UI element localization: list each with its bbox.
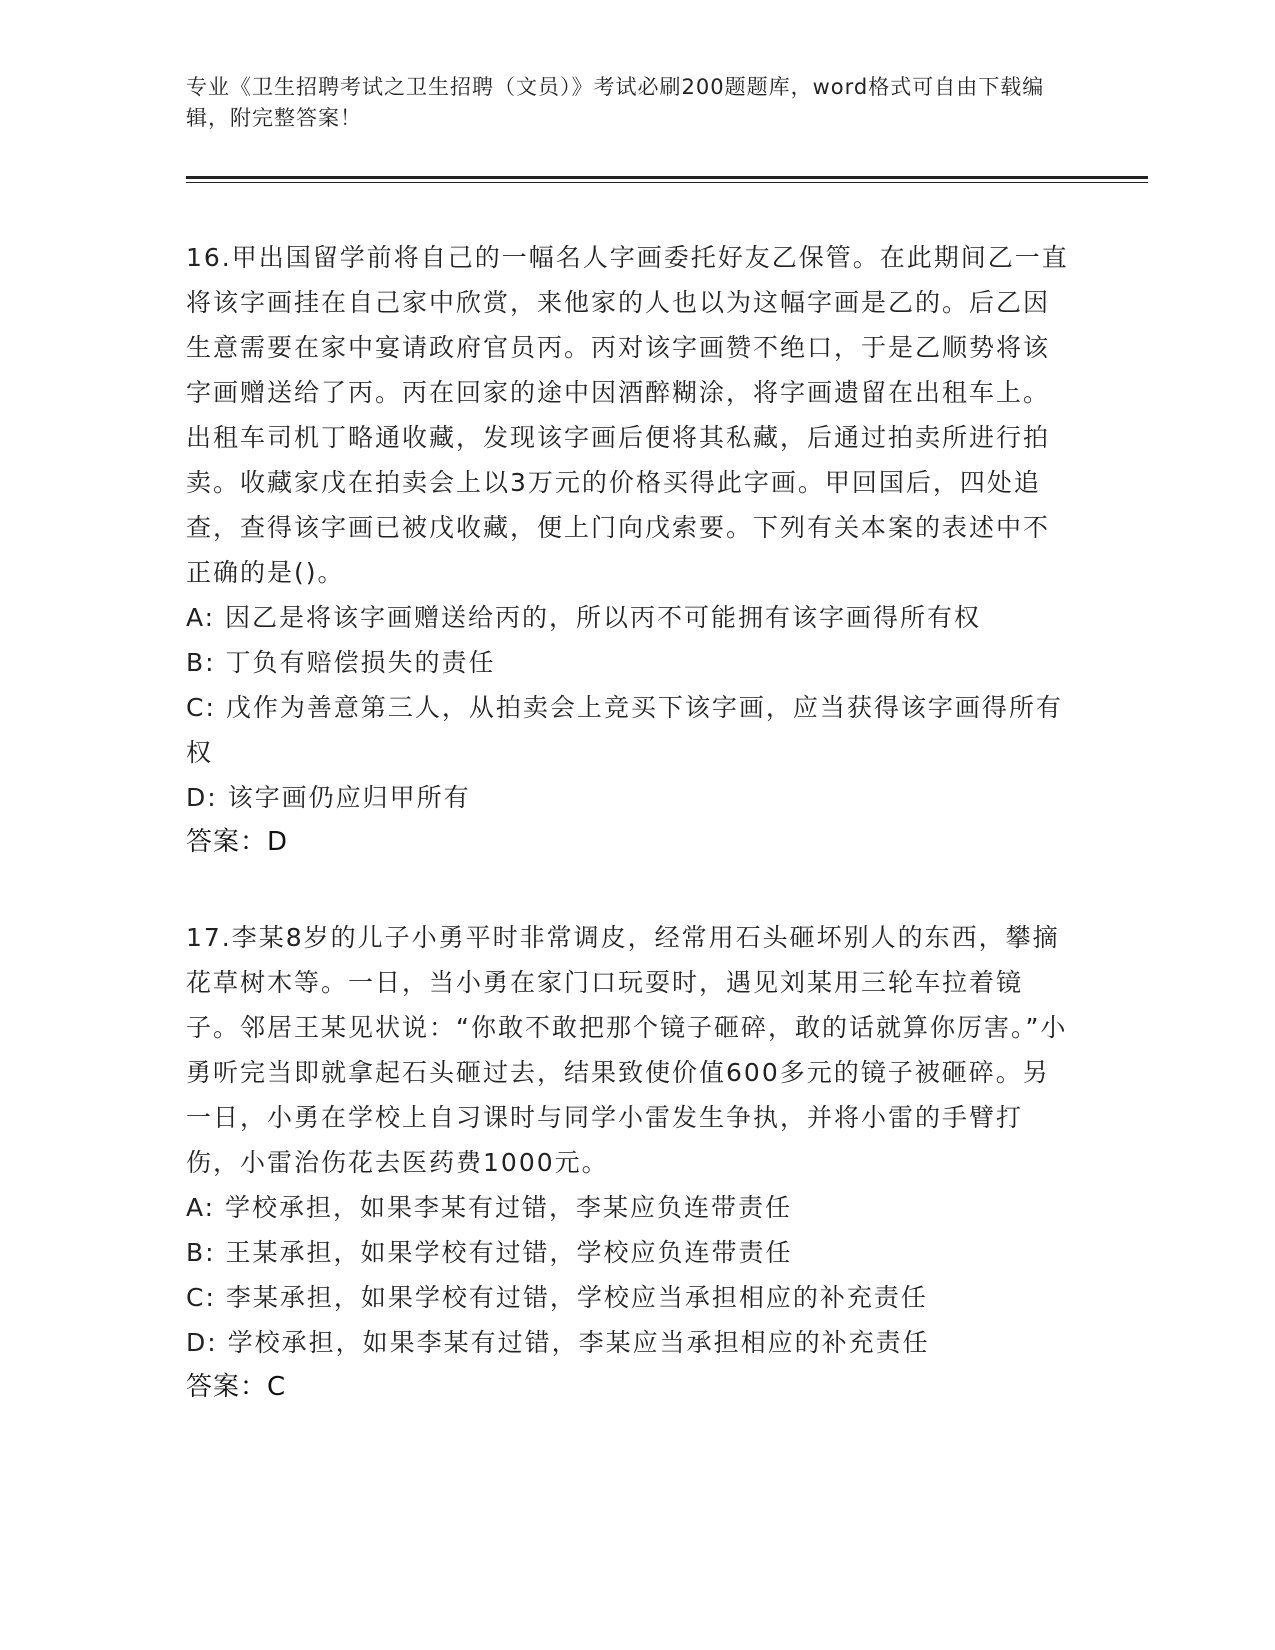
question-stem: 16.甲出国留学前将自己的一幅名人字画委托好友乙保管。在此期间乙一直将该字画挂在自己家中欣赏，来他家的人也以为这幅字画是乙的。后乙因生意需要在家中宴请政府官员丙。丙对该字画赞不绝口，于是乙顺势将该字画赠送给了丙。丙在回家的途中因酒醉糊涂，将字画遗留在出租车上。出租车司机丁略通收藏，发现该字画后便将其私藏，后通过拍卖所进行拍卖。收藏家戊在拍卖会上以3万元的价格买得此字画。甲回国后，四处追查，查得该字画已被戊收藏，便上门向戊索要。下列有关本案的表述中不正确的是()。 [186,243,1069,587]
answer: 答案：C [186,1372,287,1402]
question-16 [186,235,1076,865]
option-c: C: 李某承担，如果学校有过错，学校应当承担相应的补充责任 [186,1283,928,1312]
option-d: D: 学校承担，如果李某有过错，李某应当承担相应的补充责任 [186,1328,930,1357]
question-stem: 17.李某8岁的儿子小勇平时非常调皮，经常用石头砸坏别人的东西，攀摘花草树木等。一日，当小勇在家门口玩耍时，遇见刘某用三轮车拉着镜子。邻居王某见状说：“你敢不敢把那个镜子砸碎，敢的话就算你厉害。”小勇听完当即就拿起石头砸过去，结果致使价值600多元的镜子被砸碎。另一日，小勇在学校上自习课时与同学小雷发生争执，并将小雷的手臂打伤，小雷治伤花去医药费1000元。 [186,923,1068,1177]
header-divider-thick [186,176,1148,179]
option-b: B: 丁负有赔偿损失的责任 [186,648,496,677]
option-a: A: 因乙是将该字画赠送给丙的，所以丙不可能拥有该字画得所有权 [186,603,982,632]
document-header: 专业《卫生招聘考试之卫生招聘（文员）》考试必刷200题题库，word格式可自由下载编辑，附完整答案！ [186,75,1045,130]
option-c: C: 戊作为善意第三人，从拍卖会上竞买下该字画，应当获得该字画得所有权 [186,693,1063,767]
question-17 [186,915,1076,1410]
option-d: D: 该字画仍应归甲所有 [186,783,471,812]
header-divider-thin [186,182,1148,183]
option-b: B: 王某承担，如果学校有过错，学校应负连带责任 [186,1238,793,1267]
option-a: A: 学校承担，如果李某有过错，李某应负连带责任 [186,1193,793,1222]
answer: 答案：D [186,827,289,857]
